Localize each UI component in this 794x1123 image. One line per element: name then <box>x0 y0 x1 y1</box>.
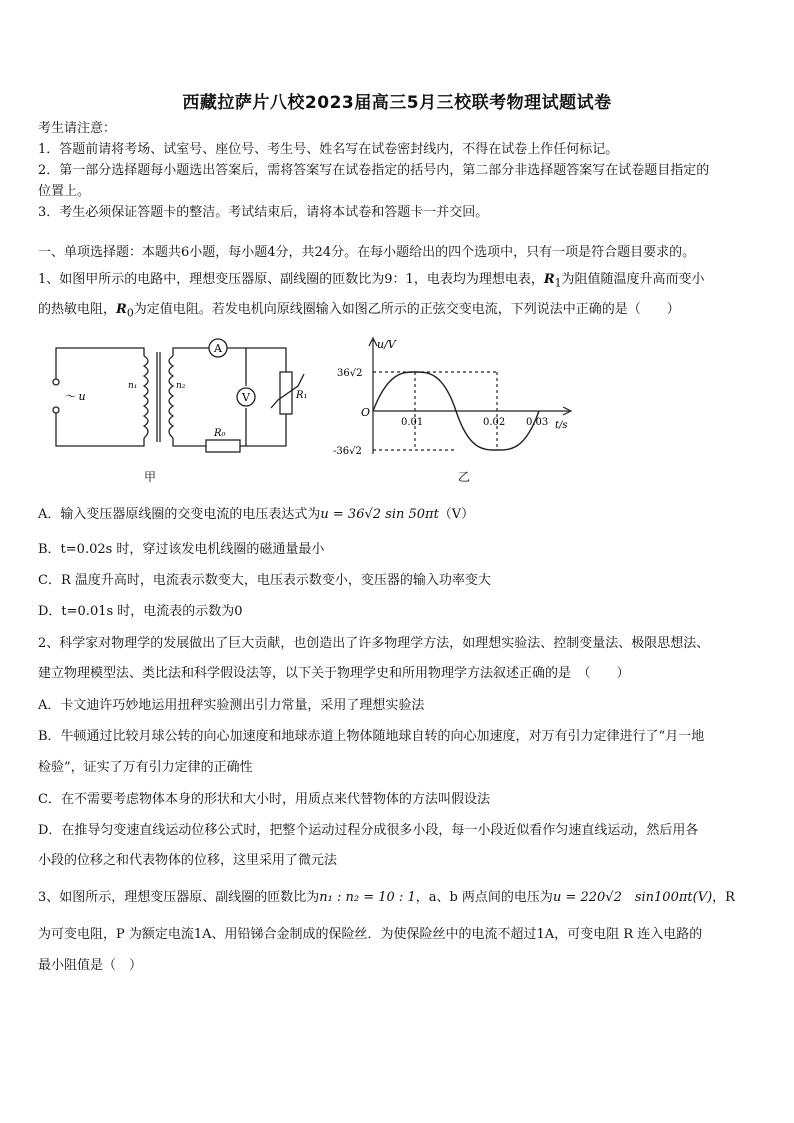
voltage-expression: u = 220√2 sin100πt(V) <box>552 890 713 905</box>
notice-item-3: 3．考生必须保证答题卡的整洁。考试结束后，请将本试卷和答题卡一并交回。 <box>38 205 489 220</box>
turns-ratio: n₁ : n₂ = 10 : 1 <box>319 890 416 905</box>
terminal-top <box>53 379 59 385</box>
secondary-loop <box>173 348 286 446</box>
source-label: ～ u <box>64 390 86 403</box>
q1-option-a <box>38 507 474 523</box>
secondary-coil <box>169 356 173 438</box>
q1-text: 1、如图甲所示的电路中，理想变压器原、副线圈的匝数比为9：1，电表均为理想电表， <box>38 272 544 287</box>
q3-stem-line1 <box>38 890 735 906</box>
notice-item-2-cont: 位置上。 <box>38 184 91 199</box>
page-title: 西藏拉萨片八校2023届高三5月三校联考物理试题试卷 <box>182 93 612 113</box>
x-axis-label: t/s <box>555 420 568 431</box>
q2-stem-line1: 2、科学家对物理学的发展做出了巨大贡献，也创造出了许多物理学方法，如理想实验法、控制变量法、极限思想法、 <box>38 636 710 651</box>
q3-text: ，R <box>712 890 735 905</box>
ymax-label: 36√2 <box>337 368 363 379</box>
q2-option-d-line1: D．在推导匀变速直线运动位移公式时，把整个运动过程分成很多小段，每一小段近似看作匀速直线运动，然后用各 <box>38 823 699 838</box>
q3-text: ，a、b 两点间的电压为 <box>415 890 553 905</box>
q2-option-d-line2: 小段的位移之和代表物体的位移，这里采用了微元法 <box>38 853 338 868</box>
resistor-r0-icon <box>206 440 240 452</box>
r1-sub: 1 <box>554 276 562 290</box>
q1-stem-line2 <box>38 302 680 320</box>
q1-option-b: B．t=0.02s 时，穿过该发电机线圈的磁通量最小 <box>38 542 325 557</box>
figure-left-caption: 甲 <box>144 470 157 484</box>
q2-option-a: A．卡文迪许巧妙地运用扭秤实验测出引力常量，采用了理想实验法 <box>38 698 425 713</box>
notice-item-1: 1．答题前请将考场、试室号、座位号、考生号、姓名写在试卷密封线内，不得在试卷上作任何标记。 <box>38 142 619 157</box>
q2-option-b-line2: 检验”，证实了万有引力定律的正确性 <box>38 760 253 775</box>
r0-symbol: R <box>116 302 127 317</box>
q1-option-c: C．R 温度升高时，电流表示数变大，电压表示数变小，变压器的输入功率变大 <box>38 573 491 588</box>
q3-stem-line3: 最小阻值是（ ） <box>38 958 143 973</box>
option-unit: （V） <box>438 507 475 522</box>
y-axis-label: u/V <box>377 338 396 351</box>
q3-text: 3、如图所示，理想变压器原、副线圈的匝数比为 <box>38 890 320 905</box>
n2-label: n₂ <box>176 381 186 391</box>
tick-t3: 0.03 <box>526 417 549 428</box>
voltage-waveform-graph <box>333 336 573 466</box>
r1-symbol: R <box>543 272 555 287</box>
terminal-bottom <box>53 407 59 413</box>
q2-option-c: C．在不需要考虑物体本身的形状和大小时，用质点来代替物体的方法叫假设法 <box>38 792 490 807</box>
q1-text: 的热敏电阻， <box>38 302 117 317</box>
q1-option-d: D．t=0.01s 时，电流表的示数为0 <box>38 604 243 619</box>
tick-t2: 0.02 <box>483 417 506 428</box>
option-text: A．输入变压器原线圈的交变电流的电压表达式为 <box>38 507 321 522</box>
notice-heading: 考生请注意： <box>38 121 117 136</box>
notice-item-2: 2．第一部分选择题每小题选出答案后，需将答案写在试卷指定的括号内，第二部分非选择题答案写在试卷题目指定的 <box>38 163 710 178</box>
figure-right-caption: 乙 <box>458 470 471 484</box>
q3-stem-line2: 为可变电阻，P 为额定电流1A、用铅锑合金制成的保险丝．为使保险丝中的电流不超过1A，可变电阻 R 连入电路的 <box>38 927 703 942</box>
r0-sub: 0 <box>126 306 134 320</box>
tick-t1: 0.01 <box>401 417 424 428</box>
voltage-expression: u = 36√2 sin 50πt <box>320 507 439 522</box>
ammeter-label: A <box>214 342 222 355</box>
n1-label: n₁ <box>128 381 138 391</box>
q1-text: 为阻值随温度升高而变小 <box>561 272 705 287</box>
origin-label: O <box>361 406 371 419</box>
section-heading: 一、单项选择题：本题共6小题，每小题4分，共24分。在每小题给出的四个选项中，只有一项是符合题目要求的。 <box>38 245 696 260</box>
r1-label: R₁ <box>296 390 308 401</box>
circuit-diagram <box>46 338 336 463</box>
q1-stem-line1 <box>38 272 705 290</box>
thermistor-icon <box>280 372 292 414</box>
r0-label: R₀ <box>214 428 226 439</box>
q2-option-b-line1: B．牛顿通过比较月球公转的向心加速度和地球赤道上物体随地球自转的向心加速度，对万有引力定律进行了“月一地 <box>38 729 705 744</box>
ymin-label: -36√2 <box>333 446 362 457</box>
q1-figures <box>38 330 598 490</box>
q1-text: 为定值电阻。若发电机向原线圈输入如图乙所示的正弦交变电流，下列说法中正确的是（ ） <box>133 302 680 317</box>
q2-stem-line2: 建立物理模型法、类比法和科学假设法等，以下关于物理学史和所用物理学方法叙述正确的是 （ ） <box>38 666 630 681</box>
voltmeter-label: V <box>242 391 250 404</box>
